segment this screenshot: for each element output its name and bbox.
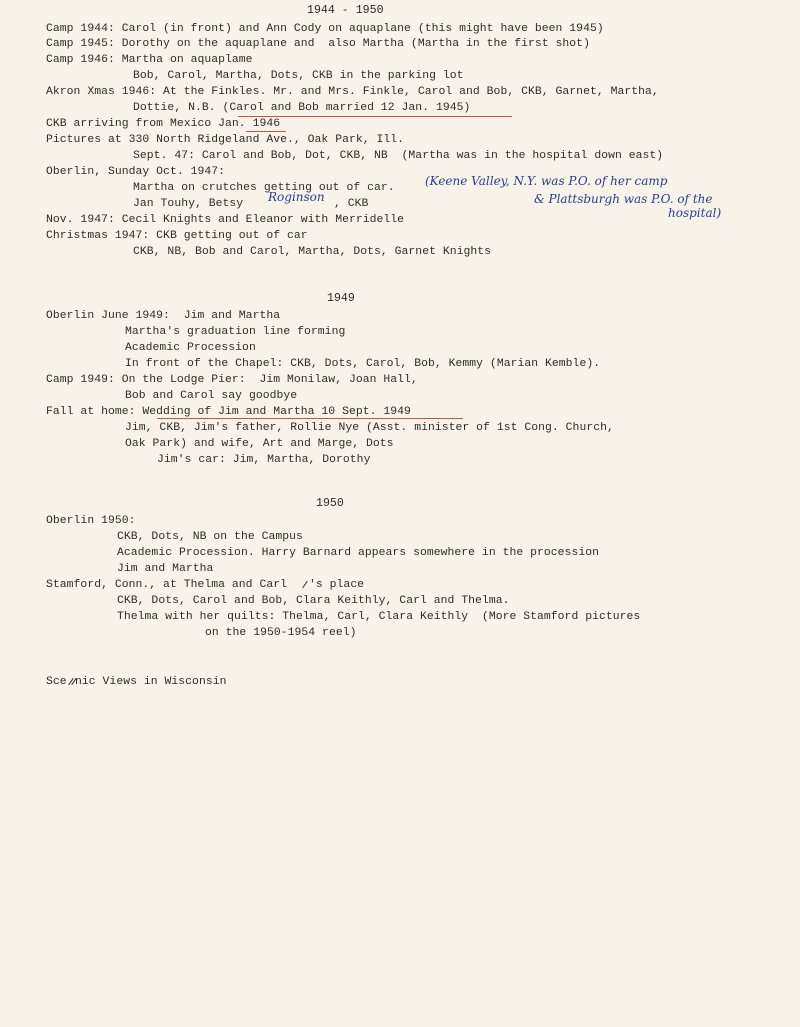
entry-nov-1947: Nov. 1947: Cecil Knights and Eleanor with Merridelle [46, 214, 405, 226]
entry-jim-martha-1950: Jim and Martha [117, 563, 214, 575]
entry-campus: CKB, Dots, NB on the Campus [117, 531, 303, 543]
entry-stamford-people: CKB, Dots, Carol and Bob, Clara Keithly, Carl and Thelma. [117, 595, 510, 607]
entry-fall-wedding: Fall at home: Wedding of Jim and Martha 10 Sept. 1949 [46, 406, 411, 418]
entry-ckb-mexico: CKB arriving from Mexico Jan. 1946 [46, 118, 281, 130]
entry-oberlin-1950: Oberlin 1950: [46, 515, 136, 527]
entry-chapel: In front of the Chapel: CKB, Dots, Carol, Bob, Kemmy (Marian Kemble). [125, 358, 601, 370]
entry-akron-xmas-1946: Akron Xmas 1946: At the Finkles. Mr. and Mrs. Finkle, Carol and Bob, CKB, Garnet, Martha, [46, 86, 659, 98]
entry-scenic-start: Sce [46, 676, 67, 688]
entry-wedding-guests: Jim, CKB, Jim's father, Rollie Nye (Asst. minister of 1st Cong. Church, [125, 422, 614, 434]
entry-scenic-end: nic Views in Wisconsin [75, 676, 227, 688]
red-underline-wedding [157, 418, 463, 419]
entry-camp-1949: Camp 1949: On the Lodge Pier: Jim Monilaw, Joan Hall, [46, 374, 418, 386]
typed-strikeout [302, 581, 307, 588]
handwritten-note-line-2: & Plattsburgh was P.O. of the [534, 192, 713, 206]
entry-oberlin-june-1949: Oberlin June 1949: Jim and Martha [46, 310, 281, 322]
handwritten-name-insert: Roginson [268, 190, 325, 204]
entry-camp-1946: Camp 1946: Martha on aquaplame [46, 54, 253, 66]
entry-sept-47: Sept. 47: Carol and Bob, Dot, CKB, NB (Martha was in the hospital down east) [133, 150, 664, 162]
heading-1949: 1949 [327, 292, 355, 305]
entry-camp-1946-detail: Bob, Carol, Martha, Dots, CKB in the parking lot [133, 70, 464, 82]
entry-stamford: Stamford, Conn., at Thelma and Carl [46, 579, 287, 591]
handwritten-note-line-1: (Keene Valley, N.Y. was P.O. of her camp [425, 174, 668, 188]
entry-thelma-quilts: Thelma with her quilts: Thelma, Carl, Clara Keithly (More Stamford pictures [117, 611, 641, 623]
entry-jims-car: Jim's car: Jim, Martha, Dorothy [157, 454, 371, 466]
red-underline-jan [246, 131, 286, 132]
entry-oberlin-oct-1947: Oberlin, Sunday Oct. 1947: [46, 166, 226, 178]
entry-academic-procession-1950: Academic Procession. Harry Barnard appears somewhere in the procession [117, 547, 599, 559]
entry-christmas-1947: Christmas 1947: CKB getting out of car [46, 230, 308, 242]
heading-1950: 1950 [316, 497, 344, 510]
handwritten-note-line-3: hospital) [668, 206, 722, 220]
entry-academic-procession-1949: Academic Procession [125, 342, 256, 354]
document-title: 1944 - 1950 [307, 4, 384, 17]
entry-jan-touhy-end: , CKB [334, 198, 369, 210]
entry-camp-1944: Camp 1944: Carol (in front) and Ann Cody on aquaplane (this might have been 1945) [46, 23, 604, 35]
entry-jan-touhy: Jan Touhy, Betsy [133, 198, 244, 210]
entry-wedding-guests-2: Oak Park) and wife, Art and Marge, Dots [125, 438, 394, 450]
entry-camp-1945: Camp 1945: Dorothy on the aquaplane and also Martha (Martha in the first shot) [46, 38, 590, 50]
entry-stamford-end: 's place [309, 579, 365, 591]
entry-christmas-1947-detail: CKB, NB, Bob and Carol, Martha, Dots, Garnet Knights [133, 246, 492, 258]
entry-martha-crutches: Martha on crutches getting out of car. [133, 182, 395, 194]
entry-reel-note: on the 1950-1954 reel) [205, 627, 357, 639]
entry-akron-xmas-detail: Dottie, N.B. (Carol and Bob married 12 Jan. 1945) [133, 102, 471, 114]
entry-say-goodbye: Bob and Carol say goodbye [125, 390, 298, 402]
entry-graduation-line: Martha's graduation line forming [125, 326, 346, 338]
entry-pictures-oak-park: Pictures at 330 North Ridgeland Ave., Oak Park, Ill. [46, 134, 405, 146]
